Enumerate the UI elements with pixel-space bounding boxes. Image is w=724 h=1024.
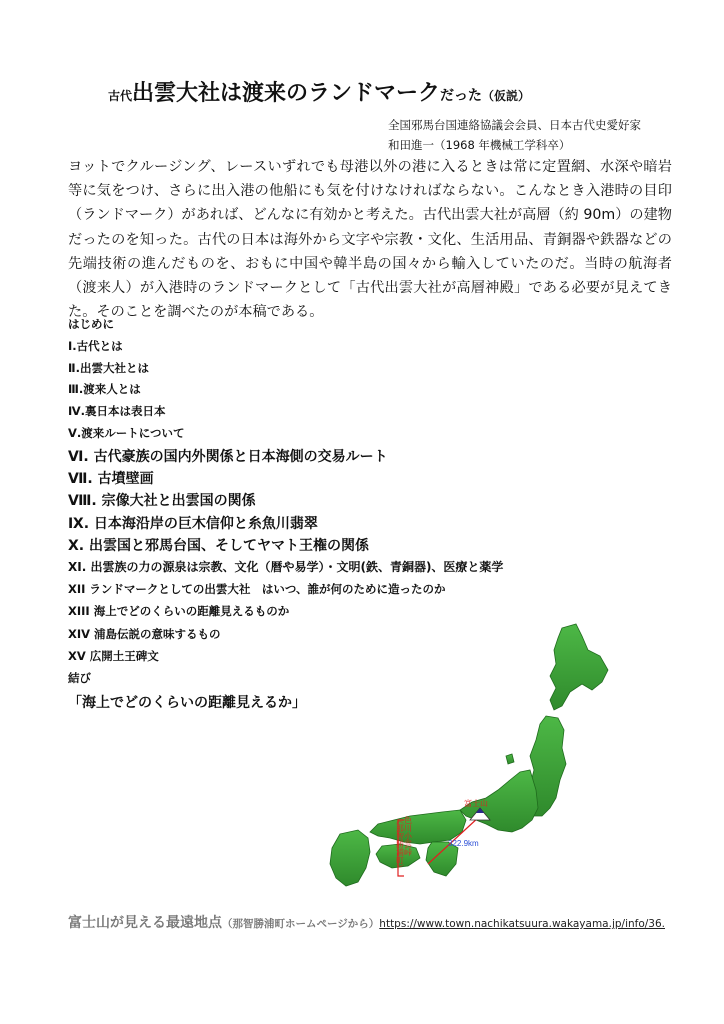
toc-item: XIV 浦島伝説の意味するもの bbox=[68, 627, 221, 641]
toc-item: XIII 海上でどのくらいの距離見えるものか bbox=[68, 604, 290, 618]
toc-item: Ⅸ. 日本海沿岸の巨木信仰と糸魚川翡翠 bbox=[68, 516, 318, 532]
title-main: 出雲大社は渡来のランドマーク bbox=[132, 81, 441, 106]
japan-map bbox=[300, 620, 610, 890]
map-caption bbox=[68, 912, 665, 932]
toc-item: はじめに bbox=[68, 317, 114, 331]
author-affiliation: 全国邪馬台国連絡協議会会員、日本古代史愛好家 bbox=[388, 118, 641, 132]
toc-item: Ⅱ.出雲大社とは bbox=[68, 361, 149, 375]
intro-paragraph: ヨットでクルージング、レースいずれでも母港以外の港に入るときは常に定置網、水深や暗岩等に気をつけ、さらに出入港の他船にも気を付けなければならない。こんなとき入港時の目印（ランドマーク）があれば、どんなに有効かと考えた。古代出雲大社が高層（約 90m）の建物だったのを知った。古代の日本は海外から文字や宗教・文化、生活用品、青銅器や鉄器などの先端技術の進んだものを、おもに中国や韓半島の国々から輸入していたのだ。当時の航海者（渡来人）が入港時のランドマークとして「古代出雲大社が高層神殿」である必要が見えてきた。そのことを調べたのが本稿である。 bbox=[68, 159, 672, 321]
title-note: （仮説） bbox=[482, 89, 531, 103]
page-title bbox=[108, 76, 530, 107]
caption-source: （那智勝浦町ホームページから） bbox=[222, 918, 380, 930]
distance-label: 322.9km bbox=[448, 839, 479, 848]
toc-item: 「海上でどのくらいの距離見えるか」 bbox=[68, 695, 306, 711]
toc-item: Ⅷ. 宗像大社と出雲国の関係 bbox=[68, 493, 256, 509]
toc-item: Ⅲ.渡来人とは bbox=[68, 382, 141, 396]
toc-item: Ⅰ.古代とは bbox=[68, 339, 123, 353]
vertical-label-2: （那智勝浦町） bbox=[395, 816, 405, 872]
hokkaido-shape bbox=[550, 624, 608, 710]
toc-item: XII ランドマークとしての出雲大社 はいつ、誰が何のために造ったのか bbox=[68, 582, 446, 596]
source-link[interactable]: https://www.town.nachikatsuura.wakayama.jp/info/36. bbox=[379, 918, 665, 930]
toc-item: Ⅶ. 古墳壁画 bbox=[68, 471, 154, 487]
fuji-label: 富士山 bbox=[464, 799, 488, 808]
toc-item: Ⅳ.裏日本は表日本 bbox=[68, 404, 166, 418]
toc-item: 結び bbox=[68, 671, 91, 685]
vertical-label-1: 色川小雲峠 bbox=[403, 816, 413, 856]
sado-island-shape bbox=[506, 754, 514, 764]
toc-item: XV 広開土王碑文 bbox=[68, 649, 159, 663]
toc-item: Ⅹ. 出雲国と邪馬台国、そしてヤマト王権の関係 bbox=[68, 538, 369, 554]
toc-item: XI. 出雲族の力の源泉は宗教、文化（暦や易学）・文明(鉄、青銅器)、医療と薬学 bbox=[68, 560, 504, 574]
toc-item: Ⅴ.渡来ルートについて bbox=[68, 426, 185, 440]
caption-heading: 富士山が見える最遠地点 bbox=[68, 915, 222, 931]
author-name: 和田進一（1968 年機械工学科卒） bbox=[388, 138, 571, 152]
kyushu-shape bbox=[330, 830, 370, 886]
title-suffix: だった bbox=[440, 88, 483, 104]
title-prefix: 古代 bbox=[108, 89, 133, 103]
toc-item: Ⅵ. 古代豪族の国内外関係と日本海側の交易ルート bbox=[68, 449, 388, 465]
